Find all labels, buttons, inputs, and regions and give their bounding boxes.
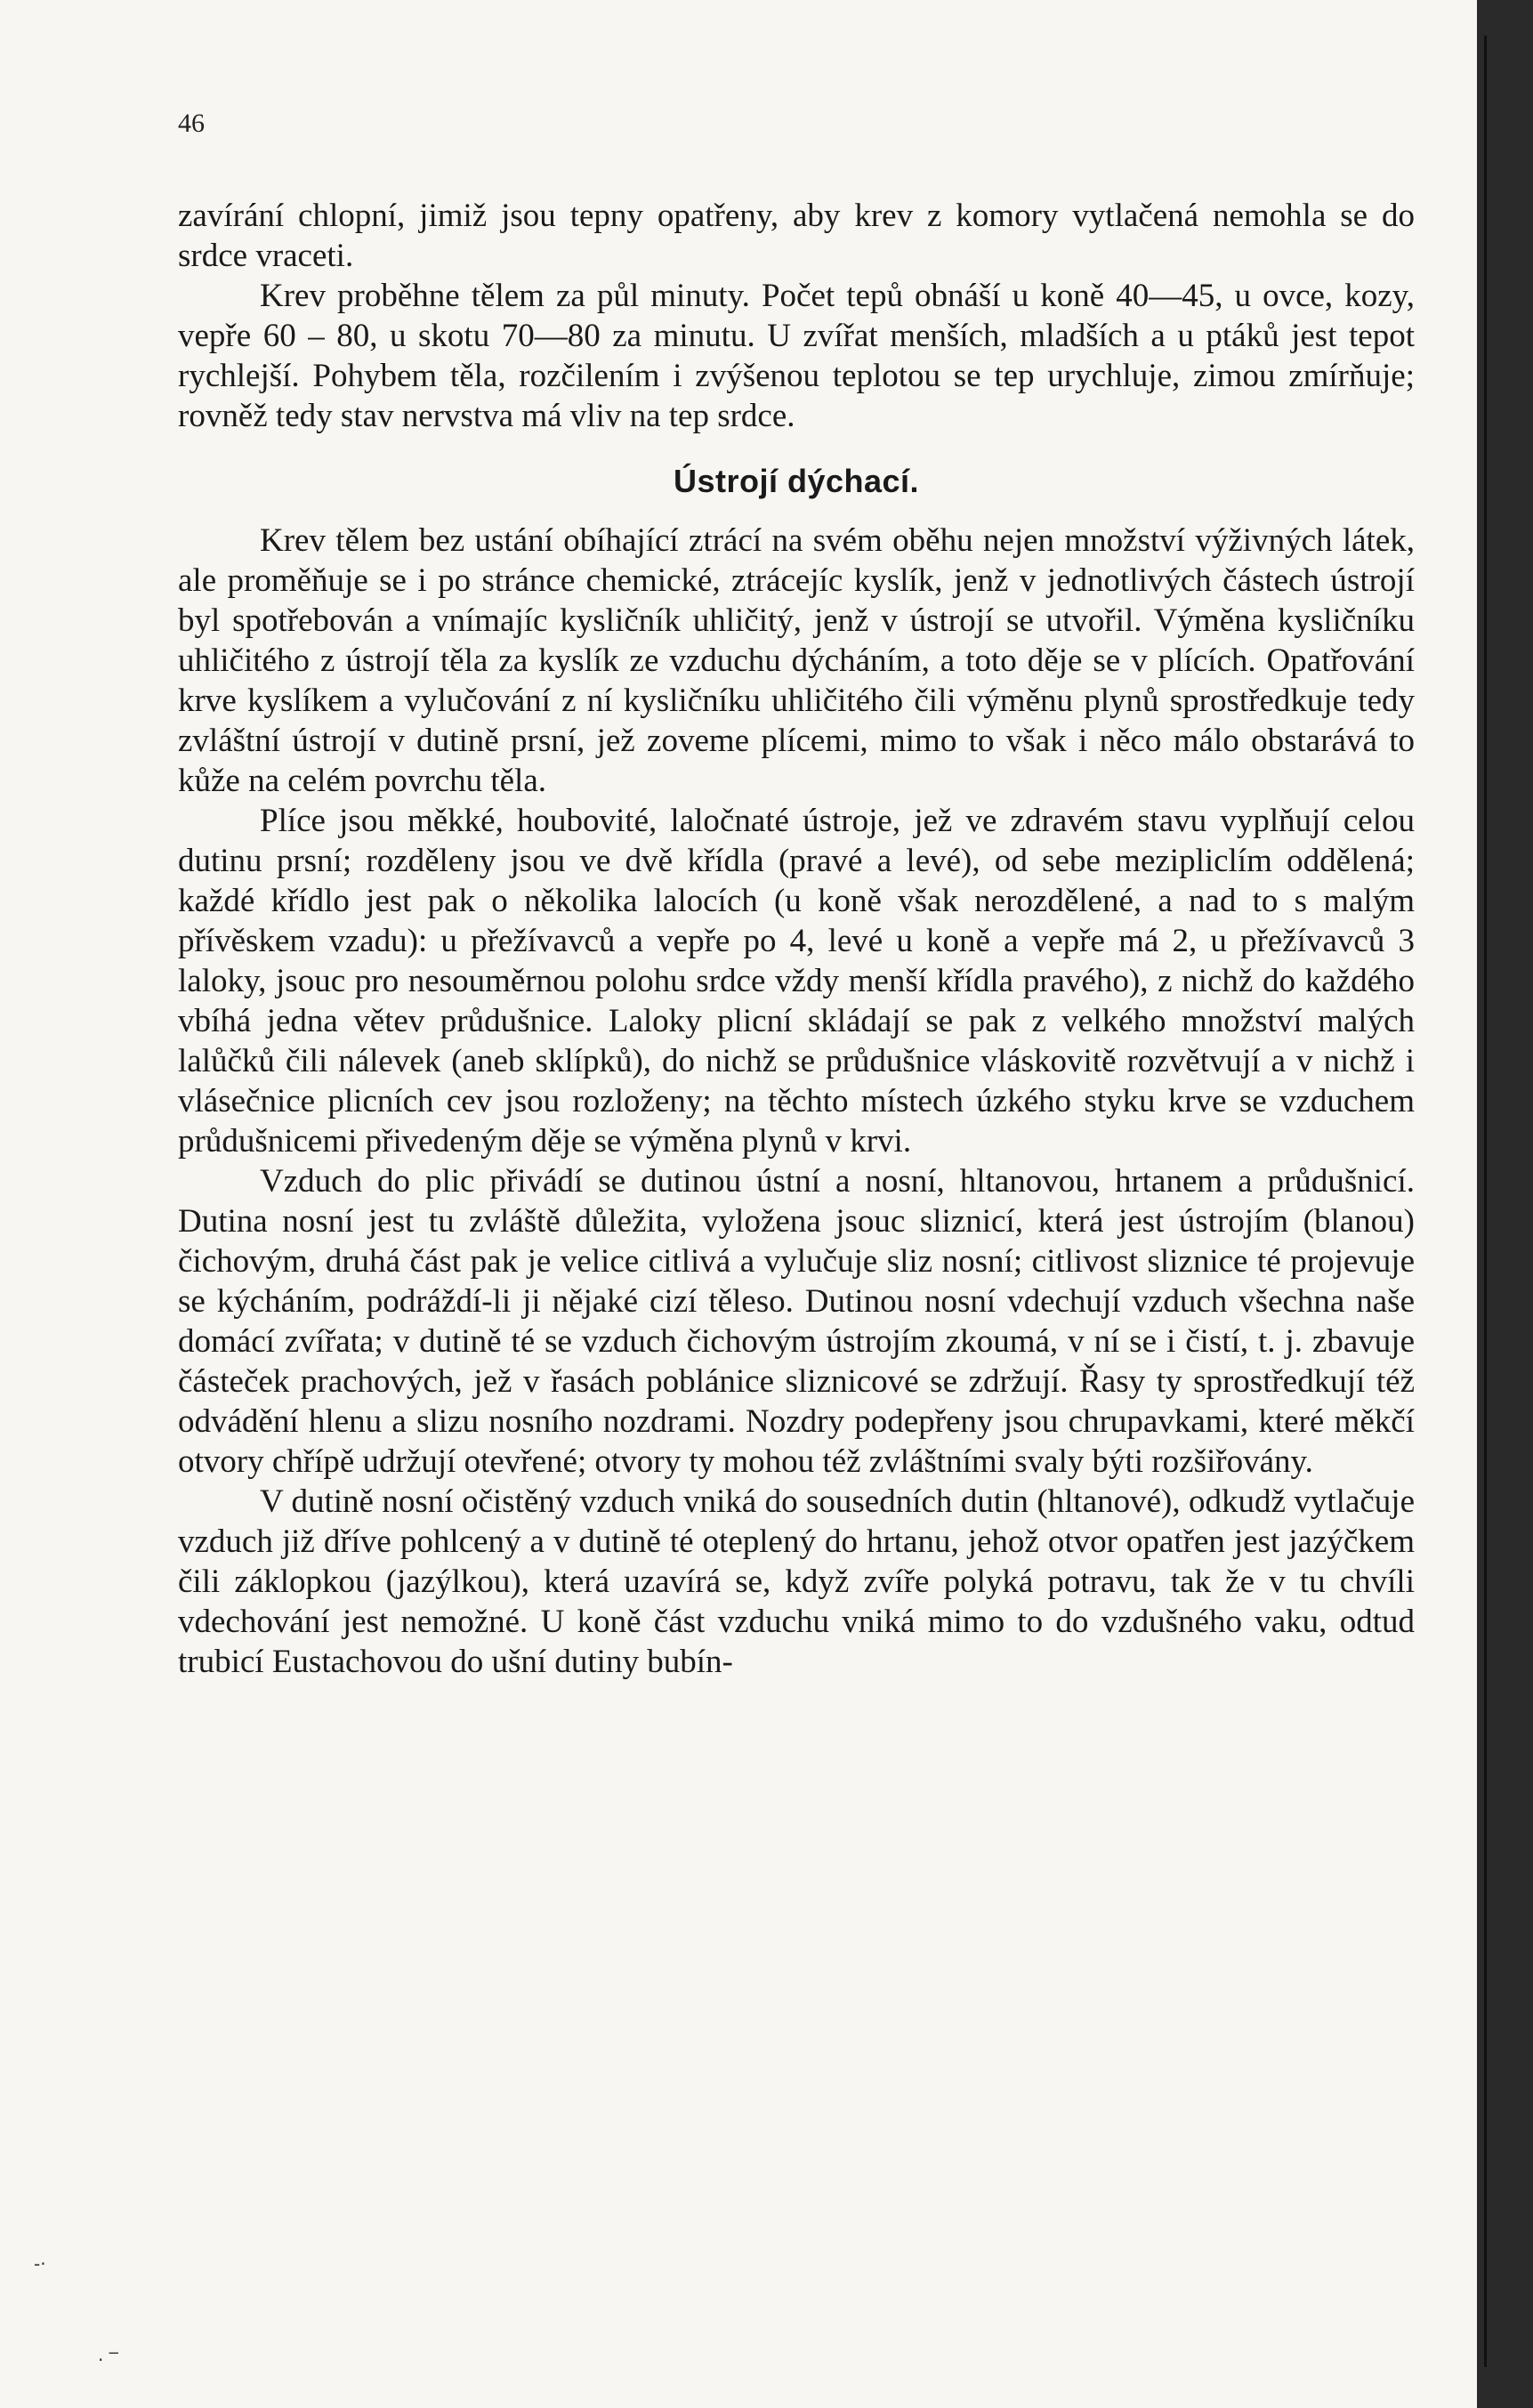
page-number: 46 (178, 109, 205, 138)
page-edge-line (1484, 36, 1487, 2367)
paragraph: Vzduch do plic přivádí se dutinou ústní a nosní, hltanovou, hrtanem a průdušnicí. Dutina nosní jest tu zvláště důležita, vyložena jsouc sliznicí, která jest ústrojím (blanou) čichovým, druhá část pak je velice citlivá a vylučuje sliz nosní; citlivost sliznice té projevuje se kýcháním, podráždí-li ji nějaké cizí těleso. Dutinou nosní vdechují vzduch všechna naše domácí zvířata; v dutině té se vzduch čichovým ústrojím zkoumá, v ní se i čistí, t. j. zbavuje částeček prachových, jež v řasách poblánice sliznicové se zdržují. Řasy ty sprostředkují též odvádění hlenu a slizu nosního nozdrami. Nozdry podepřeny jsou chrupavkami, které měkčí otvory chřípě udržují otevřené; otvory ty mohou též zvláštními svaly býti rozšiřovány. (178, 1163, 1415, 1480)
paragraph: Krev tělem bez ustání obíhající ztrácí na svém oběhu nejen množství výživných látek, ale proměňuje se i po stránce chemické, ztrácejíc kyslík, jenž v jednotlivých částech ústrojí byl spotřebován a vnímajíc kysličník uhličitý, jenž v ústrojí se utvořil. Výměna kysličníku uhličitého z ústrojí těla za kyslík ze vzduchu dýcháním, a toto děje se v plících. Opatřování krve kyslíkem a vylučování z ní kysličníku uhličitého čili výměnu plynů sprostředkuje tedy zvláštní ústrojí v dutině prsní, jež zoveme plícemi, mimo to však i něco málo obstarává to kůže na celém povrchu těla. (178, 522, 1415, 799)
section-heading: Ústrojí dýchací. (673, 463, 920, 499)
paragraph: zavírání chlopní, jimiž jsou tepny opatřeny, aby krev z komory vytlačená nemohla se do srdce vraceti. (178, 198, 1415, 274)
scan-mark: -· (34, 2253, 46, 2275)
body-text (178, 196, 1415, 1682)
scan-mark: · ‾ (98, 2349, 118, 2371)
paragraph: V dutině nosní očistěný vzduch vniká do sousedních dutin (hltanové), odkudž vytlačuje vzduch již dříve pohlcený a v dutině té oteplený do hrtanu, jehož otvor opatřen jest jazýčkem čili záklopkou (jazýlkou), která uzavírá se, když zvíře polyká potravu, tak že v tu chvíli vdechování jest nemožné. U koně část vzduchu vniká mimo to do vzdušného vaku, odtud trubicí Eustachovou do ušní dutiny bubín- (178, 1483, 1415, 1680)
paragraph: Plíce jsou měkké, houbovité, laločnaté ústroje, jež ve zdravém stavu vyplňují celou dutinu prsní; rozděleny jsou ve dvě křídla (pravé a levé), od sebe mezipliclím oddělená; každé křídlo jest pak o několika lalocích (u koně však nerozdělené, a nad to s malým přívěskem vzadu): u přežívavců a vepře po 4, levé u koně a vepře má 2, u přežívavců 3 laloky, jsouc pro nesouměrnou polohu srdce vždy menší křídla pravého), z nichž do každého vbíhá jedna větev průdušnice. Laloky plicní skládají se pak z velkého množství malých lalůčků čili nálevek (aneb sklípků), do nichž se průdušnice vláskovitě rozvětvují a v nichž i vlásečnice plicních cev jsou rozloženy; na těchto místech úzkého styku krve se vzduchem průdušnicemi přivedeným děje se výměna plynů v krvi. (178, 803, 1415, 1160)
paragraph: Krev proběhne tělem za půl minuty. Počet tepů obnáší u koně 40—45, u ovce, kozy, vepře 60 – 80, u skotu 70—80 za minutu. U zvířat menších, mladších a u ptáků jest tepot rychlejší. Pohybem těla, rozčilením i zvýšenou teplotou se tep urychluje, zimou zmírňuje; rovněž tedy stav nervstva má vliv na tep srdce. (178, 278, 1415, 434)
